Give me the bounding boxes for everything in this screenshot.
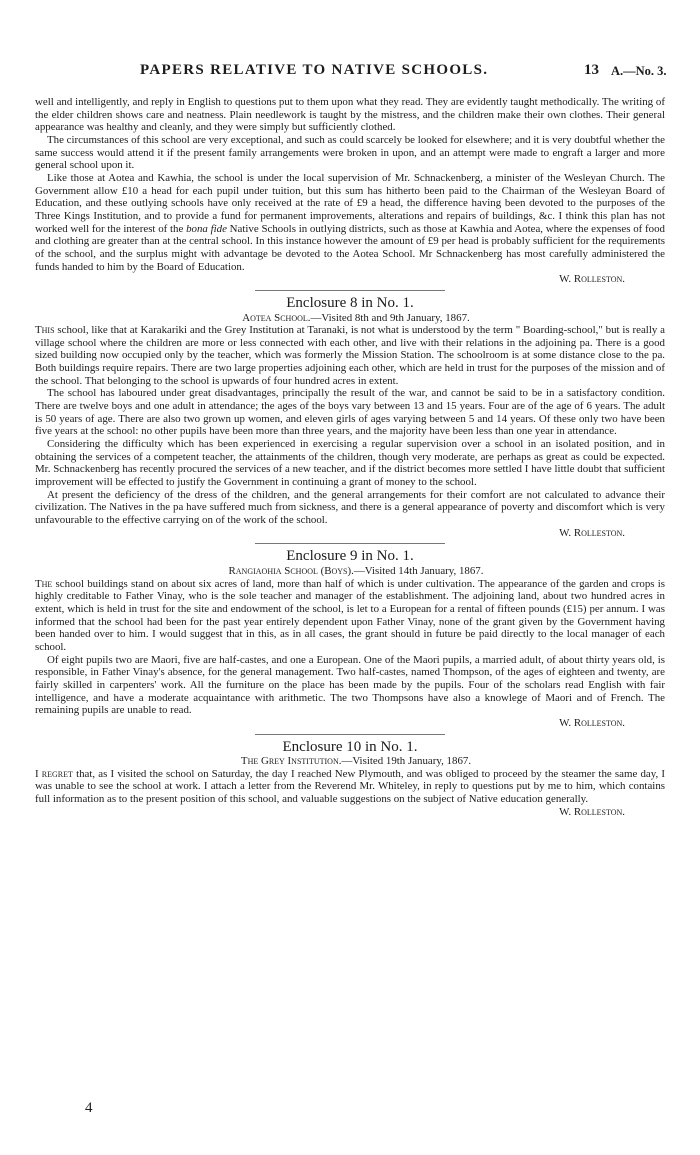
paragraph-text: school buildings stand on about six acres of land, more than half of which is under cultivation. The appearance of the garden and crops is highly creditable to Father Vinay, who is the sole teacher and manager of the establishment. The adjoining land, about two hundred acres in extent, which is held in trust for the site and endowment of the school, is let to a European for a rental of fifteen pounds (£15) per annum. I was informed that the school had been for the past year entirely dependent upon Father Vinay, none of the grant given by the Government having been handed over to him. I would suggest that in this, as in all cases, the grant should in future be paid directly to the local manager of each school. <box>35 577 665 653</box>
visit-date: —Visited 8th and 9th January, 1867. <box>310 311 470 324</box>
school-name: Aotea School. <box>242 311 311 324</box>
paragraph-text: Like those at Aotea and Kawhia, the school is under the local supervision of Mr. Schnackenberg, a minister of the Wesleyan Church. The Government allow £10 a head for each pupil under tuition, but this sum has hitherto been paid to the Chairman of the Wesleyan Board of Education, and these outlying schools have only received at the rate of £9 a head, the difference having been devoted to the purposes of the Three Kings Institution, and to provide a fund for permanent improvements, alterations and repairs of buildings, &c. I think this plan has not worked well for the interest of the <box>35 171 665 235</box>
section-divider <box>255 290 445 291</box>
paragraph: The circumstances of this school are very exceptional, and such as could scarcely be looked for elsewhere; and it is very doubtful whether the same success would attend it if the present family arrangements were broken in upon, and an attempt were made to engraft a larger and more general school upon it. <box>35 133 665 172</box>
school-name: Rangiaohia School (Boys). <box>228 564 354 577</box>
paragraph-text: that, as I visited the school on Saturday, the day I reached New Plymouth, and was obliged to proceed by the steamer the same day, I was unable to see the school at work. I attach a letter from the Reverend Mr. Whiteley, in reply to questions put by me to him, which contains full information as to the present position of this school, and valuable suggestions on the subject of Native education generally. <box>35 767 665 806</box>
paragraph: well and intelligently, and reply in English to questions put to them upon what they read. They are evidently taught methodically. The writing of the elder children shows care and neatness. Plain needlework is taught by the mistress, and the children make their own clothes. Their general appearance was healthy and cleanly, and they were simply but sufficiently clothed. <box>35 96 665 134</box>
enclosure-heading: Enclosure 10 in No. 1. <box>282 738 418 755</box>
paragraph-text: school, like that at Karakariki and the Grey Institution at Taranaki, is not what is understood by the term " Boarding-school," but is really a village school where the children are more or less connected with each other, and live with their relations in the adjoining pa. There is a good sized building now occupied only by the teacher, which was formerly the Mission Station. The schoolroom is at some distance close to the pa. Both buildings require repairs. There are two large properties adjoining each other, which are held in trust for the purposes of the mission and of the school. That belonging to the school is upwards of four hundred acres in extent. <box>35 324 665 387</box>
signature: W. Rolleston. <box>559 526 625 539</box>
lead-word: I regret <box>35 767 73 780</box>
page-header <box>35 0 665 100</box>
signature-mark: 4 <box>85 1100 93 1116</box>
paragraph <box>35 578 665 654</box>
italic-phrase: bona fide <box>186 222 227 235</box>
school-name: The Grey Institution. <box>240 755 342 768</box>
paragraph: Of eight pupils two are Maori, five are half-castes, and one a European. One of the Maori pupils, a married adult, of about thirty years old, is responsible, in Father Vinay's absence, for the general management. Two half-castes, named Thompson, of the ages of eighteen and twenty, are fairly skilled in carpenters' work. All the furniture on the place has been made by the pupils. Four of the scholars read English with fair intelligence, and have a moderate acquaintance with arithmetic. The two Thompsons have also a knowlege of Maori and of French. The remaining pupils are unable to read. <box>35 653 665 717</box>
lead-word: The <box>35 577 53 590</box>
section-divider <box>255 543 445 544</box>
visit-date: —Visited 14th January, 1867. <box>353 564 484 577</box>
enclosure-subheading <box>35 755 665 768</box>
signature: W. Rolleston. <box>559 805 625 818</box>
paragraph: Considering the difficulty which has been experienced in exercising a regular supervision over a school in an isolated position, and in obtaining the services of a competent teacher, the attainments of the children, though very moderate, are perhaps as great as could be expected. Mr. Schnackenberg has recently procured the services of a new teacher, and if the district becomes more settled I have little doubt that sufficient improvement will be effected to justify the Government in continuing a grant of money to the school. <box>35 438 665 489</box>
signature: W. Rolleston. <box>559 273 625 286</box>
enclosure-heading: Enclosure 8 in No. 1. <box>286 294 414 311</box>
signature: W. Rolleston. <box>559 716 625 729</box>
document-reference: A.—No. 3. <box>611 64 667 78</box>
lead-word: This <box>35 324 55 337</box>
paragraph <box>35 768 665 806</box>
page-number: 13 <box>584 62 599 78</box>
paragraph: At present the deficiency of the dress of the children, and the general arrangements for their comfort are not calculated to advance their civilization. The Natives in the pa have suffered much from sickness, and there is a general appearance of poverty and discomfort which is very unfavourable to the effective carrying on of the work of the school. <box>35 488 665 526</box>
enclosure-subheading <box>35 312 665 325</box>
visit-date: —Visited 19th January, 1867. <box>341 755 472 768</box>
paragraph <box>35 172 665 273</box>
running-title: PAPERS RELATIVE TO NATIVE SCHOOLS. <box>140 62 489 78</box>
document-page <box>35 0 667 1116</box>
body-text <box>35 96 665 818</box>
enclosure-subheading <box>35 565 665 578</box>
paragraph: The school has laboured under great disadvantages, principally the result of the war, and cannot be said to be in a satisfactory condition. There are twelve boys and one adult in attendance; the ages of the boys vary between 13 and 15 years. Four are of the age of 6 years. The adult is 50 years of age. There are also two grown up women, and eleven girls of ages varying between 5 and 14 years. Of these only two have been five years at the school: no other pupils have been more than three years, and the majority have been less than one year in attendance. <box>35 387 665 438</box>
paragraph-text: Native Schools in outlying districts, such as those at Kawhia and Aotea, where the expenses of food and clothing are greater than at the central school. In this instance however the amount of £9 per head is probably sufficient for the requirements of the school, and the surplus might with advantage be devoted to the Aotea School. Mr Schnackenberg has most carefully administered the funds handed to him by the Board of Education. <box>35 222 665 273</box>
paragraph <box>35 324 665 387</box>
section-divider <box>255 734 445 735</box>
enclosure-heading: Enclosure 9 in No. 1. <box>286 548 414 565</box>
